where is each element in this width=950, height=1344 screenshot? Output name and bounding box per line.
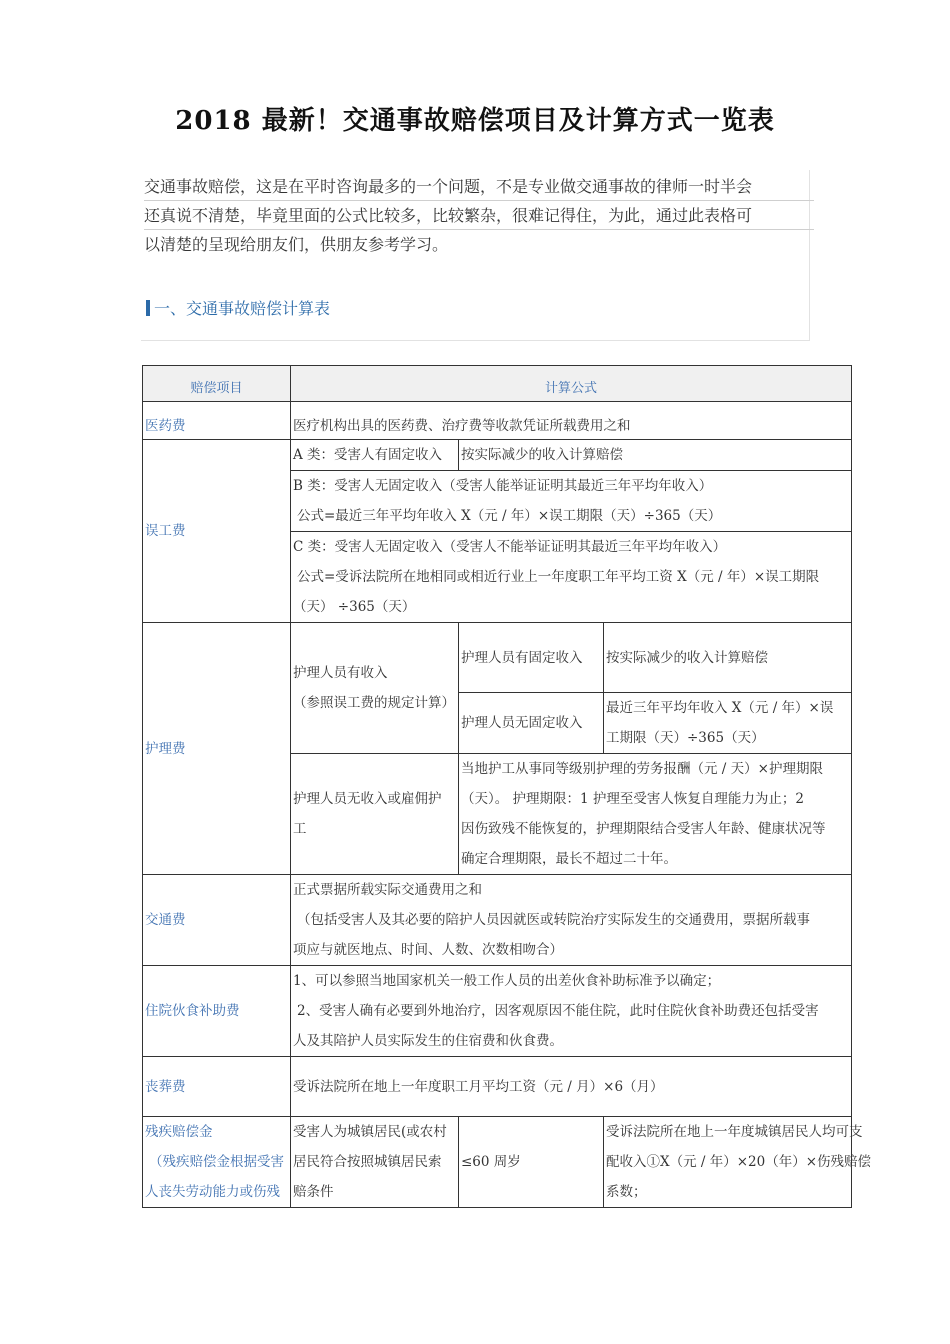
wugong-c-line: （天） ÷365（天） [293, 599, 416, 615]
table-header-row [143, 366, 852, 402]
huli-nonfixed-calc-line: 最近三年平均年收入 X（元 / 年）×误 [606, 700, 834, 716]
canji-calc-line: 受诉法院所在地上一年度城镇居民人均可支 [606, 1124, 863, 1140]
canji-calc-line: 系数； [606, 1184, 647, 1200]
huli-has-income-line: 护理人员有收入 [293, 665, 388, 681]
huli-noincome-line: 护理人员无收入或雇佣护 [293, 791, 442, 807]
row-text-yiyao: 医疗机构出具的医药费、治疗费等收款凭证所载费用之和 [291, 402, 852, 440]
canji-label-line: 人丧失劳动能力或伤残 [145, 1184, 280, 1200]
canji-age: ≤60 周岁 [459, 1117, 604, 1208]
wugong-b-line: 公式=最近三年平均年收入 X（元 / 年）×误工期限（天）÷365（天） [297, 508, 722, 524]
section-heading [146, 296, 330, 319]
canji-resident [291, 1117, 459, 1208]
huli-has-income-line: （参照误工费的规定计算） [293, 695, 455, 711]
huli-has-income [291, 623, 459, 754]
canji-label-line: 残疾赔偿金 [145, 1124, 213, 1140]
intro-paragraph [144, 172, 814, 258]
huli-noincome-calc [459, 754, 852, 875]
row-label-yiyao: 医药费 [143, 402, 291, 440]
huli-noincome-calc-line: （天）。 护理期限：1 护理至受害人恢复自理能力为止；2 [461, 791, 805, 807]
huli-fixed-calc: 按实际减少的收入计算赔偿 [604, 623, 852, 693]
canji-resident-line: 赔条件 [293, 1184, 334, 1200]
jiaotong-line: 项应与就医地点、时间、人数、次数相吻合） [293, 942, 563, 958]
huli-noincome-line: 工 [293, 821, 307, 837]
sangzang-text: 受诉法院所在地上一年度职工月平均工资（元 / 月）×6（月） [291, 1057, 852, 1117]
canji-resident-line: 受害人为城镇居民(或农村 [293, 1124, 447, 1140]
table-row [143, 1057, 852, 1117]
huli-nonfixed-calc [604, 693, 852, 754]
wugong-c [291, 532, 852, 623]
zhuyuan-line: 1、可以参照当地国家机关一般工作人员的出差伙食补助标准予以确定； [293, 973, 721, 989]
intro-line: 交通事故赔偿，这是在平时咨询最多的一个问题，不是专业做交通事故的律师一时半会 [144, 172, 814, 201]
canji-calc [604, 1117, 872, 1208]
row-label-jiaotong: 交通费 [143, 875, 291, 966]
wugong-b-line: B 类：受害人无固定收入（受害人能举证证明其最近三年平均年收入） [293, 478, 713, 494]
huli-noincome-calc-line: 当地护工从事同等级别护理的劳务报酬（元 / 天）×护理期限 [461, 761, 823, 777]
huli-noincome-calc-line: 确定合理期限，最长不超过二十年。 [461, 851, 677, 867]
row-label-zhuyuan: 住院伙食补助费 [143, 966, 291, 1057]
zhuyuan-text [291, 966, 852, 1057]
canji-calc-line: 配收入①X（元 / 年）×20（年）×伤残赔偿 [606, 1154, 872, 1170]
huli-noincome-calc-line: 因伤致残不能恢复的，护理期限结合受害人年龄、健康状况等 [461, 821, 826, 837]
wugong-b [291, 471, 852, 532]
canji-label-line: （残疾赔偿金根据受害 [149, 1154, 284, 1170]
intro-line: 还真说不清楚，毕竟里面的公式比较多，比较繁杂，很难记得住，为此，通过此表格可 [144, 201, 814, 230]
row-label-canji [143, 1117, 291, 1208]
jiaotong-text [291, 875, 852, 966]
zhuyuan-line: 人及其陪护人员实际发生的住宿费和伙食费。 [293, 1033, 563, 1049]
row-label-wugong: 误工费 [143, 440, 291, 623]
huli-nonfixed: 护理人员无固定收入 [459, 693, 604, 754]
section-title: 一、交通事故赔偿计算表 [154, 299, 331, 318]
huli-noincome [291, 754, 459, 875]
table-row [143, 440, 852, 471]
row-label-sangzang: 丧葬费 [143, 1057, 291, 1117]
table-row [143, 1117, 852, 1208]
canji-resident-line: 居民符合按照城镇居民索 [293, 1154, 442, 1170]
table-row [143, 966, 852, 1057]
header-item: 赔偿项目 [143, 366, 291, 402]
table-row [143, 623, 852, 693]
wugong-a-right: 按实际减少的收入计算赔偿 [459, 440, 852, 471]
wugong-a-left: A 类：受害人有固定收入 [291, 440, 459, 471]
wugong-c-line: 公式=受诉法院所在地相同或相近行业上一年度职工年平均工资 X（元 / 年）×误工期限 [297, 569, 820, 585]
row-label-huli: 护理费 [143, 623, 291, 875]
huli-nonfixed-calc-line: 工期限（天）÷365（天） [606, 730, 765, 746]
jiaotong-line: （包括受害人及其必要的陪护人员因就医或转院治疗实际发生的交通费用，票据所载事 [297, 912, 810, 928]
page-title: 2018 最新！交通事故赔偿项目及计算方式一览表 [175, 106, 775, 136]
zhuyuan-line: 2、受害人确有必要到外地治疗，因客观原因不能住院，此时住院伙食补助费还包括受害 [297, 1003, 819, 1019]
compensation-table [142, 365, 872, 1208]
intro-line: 以清楚的呈现给朋友们，供朋友参考学习。 [144, 235, 449, 254]
section-bar-icon [146, 300, 150, 316]
jiaotong-line: 正式票据所载实际交通费用之和 [293, 882, 482, 898]
header-formula: 计算公式 [291, 366, 852, 402]
table-row [143, 875, 852, 966]
huli-fixed: 护理人员有固定收入 [459, 623, 604, 693]
wugong-c-line: C 类：受害人无固定收入（受害人不能举证证明其最近三年平均年收入） [293, 539, 727, 555]
table-row [143, 402, 852, 440]
